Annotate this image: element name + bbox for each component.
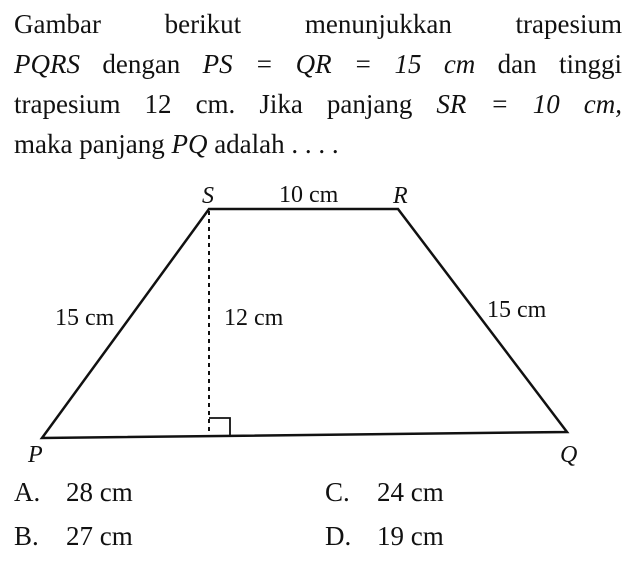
top-side-length: SR = 10 cm, — [436, 89, 622, 119]
option-a-letter: A. — [14, 477, 41, 507]
question-line-3: trapesium 12 cm. Jika panjang SR = 10 cm, — [14, 89, 622, 119]
question-line-2: PQRS dengan PS = QR = 15 cm dan tinggi — [14, 49, 622, 79]
option-b-value: 27 cm — [66, 521, 133, 551]
option-a[interactable] — [14, 477, 133, 508]
option-b[interactable] — [14, 521, 133, 552]
vertex-label-p: P — [28, 442, 43, 468]
vertex-label-q: Q — [560, 442, 578, 468]
option-c[interactable] — [325, 477, 444, 508]
asked-side: PQ — [171, 129, 208, 159]
label-left-side: 15 cm — [55, 305, 115, 331]
option-d[interactable] — [325, 521, 444, 552]
side-equality: PS = QR = 15 cm — [202, 49, 476, 79]
trapezoid-name: PQRS — [14, 49, 80, 79]
question-line-4: maka panjang PQ adalah . . . . — [14, 129, 339, 159]
vertex-label-r: R — [393, 183, 408, 209]
vertex-label-s: S — [202, 183, 214, 209]
question-line-1: Gambar berikut menunjukkan trapesium — [14, 9, 622, 39]
option-c-letter: C. — [325, 477, 350, 507]
label-height: 12 cm — [224, 305, 284, 331]
option-b-letter: B. — [14, 521, 39, 551]
option-d-value: 19 cm — [377, 521, 444, 551]
option-d-letter: D. — [325, 521, 352, 551]
label-right-side: 15 cm — [487, 297, 547, 323]
option-c-value: 24 cm — [377, 477, 444, 507]
label-top-side: 10 cm — [279, 182, 339, 208]
option-a-value: 28 cm — [66, 477, 133, 507]
